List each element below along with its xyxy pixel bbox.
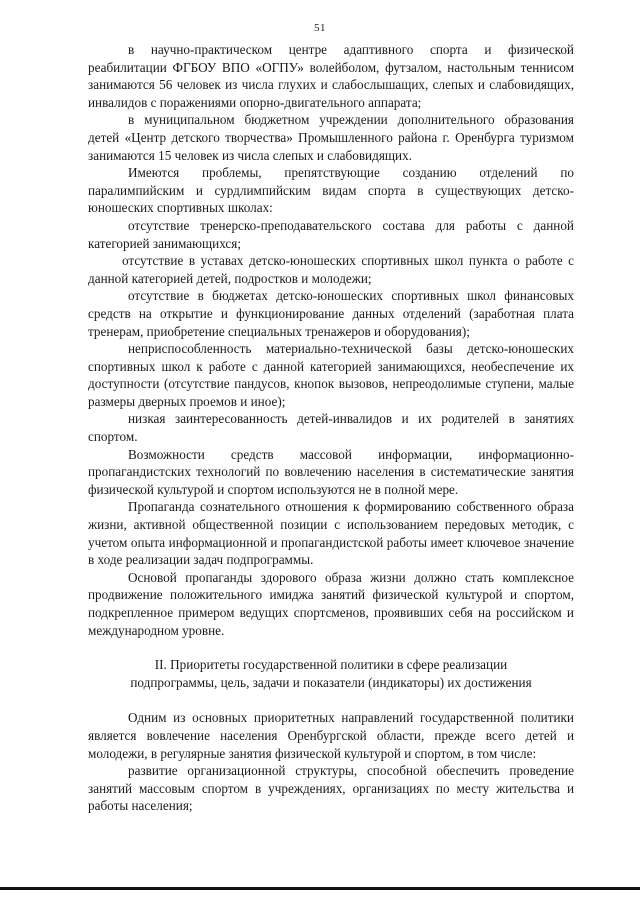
paragraph-sport-center: в научно-практическом центре адаптивного спорта и физической реабилитации ФГБОУ ВПО «ОГПУ» волейболом, футзалом, настольным теннисом занимаются 56 человек из числа глухих и слабослышащих, слепых и слабовидящих, инвалидов с поражениями опорно-двигательного аппарата; [88, 42, 574, 110]
section-heading-line-1: II. Приоритеты государственной политики в сфере реализации [154, 657, 508, 673]
document-body [88, 41, 574, 815]
paragraph-priority-directions: Одним из основных приоритетных направлений государственной политики является вовлечение населения Оренбургской области, прежде всего детей и молодежи, в регулярные занятия физической культурой и спортом, в том числе: [88, 710, 574, 761]
paragraph-no-trainers: отсутствие тренерско-преподавательского состава для работы с данной категорией занимающихся; [88, 217, 574, 251]
paragraph-organizational-structure: развитие организационной структуры, способной обеспечить проведение занятий массовым спортом в учреждениях, организациях по месту жительства и работы населения; [88, 763, 574, 814]
paragraph-propaganda: Пропаганда сознательного отношения к формированию собственного образа жизни, активной общественной позиции с использованием передовых методик, с учетом опыта информационной и пропагандистской работы имеет ключевое значение в ходе реализации задач подпрограммы. [88, 499, 574, 568]
bottom-rule [0, 887, 640, 890]
paragraph-media-opportunities: Возможности средств массовой информации, информационно-пропагандистских технологий по вовлечению населения в систематические занятия физической культурой и спортом используются не в полной мере. [88, 446, 574, 497]
section-heading-line-2: подпрограммы, цель, задачи и показатели (индикаторы) их достижения [130, 674, 532, 690]
paragraph-problems-intro: Имеются проблемы, препятствующие созданию отделений по паралимпийским и сурдлимпийским видам спорта в существующих детско-юношеских спортивных школах: [88, 165, 574, 216]
paragraph-low-interest: низкая заинтересованность детей-инвалидов и их родителей в занятиях спортом. [88, 411, 574, 445]
section-heading [88, 656, 574, 691]
paragraph-healthy-lifestyle: Основой пропаганды здорового образа жизни должно стать комплексное продвижение положительного имиджа занятий физической культурой и спортом, подкрепленное примером ведущих спортсменов, проявивших себя на российском и международном уровне. [88, 569, 574, 638]
paragraph-children-creativity-center: в муниципальном бюджетном учреждении дополнительного образования детей «Центр детского творчества» Промышленного района г. Оренбурга туризмом занимаются 15 человек из числа слепых и слабовидящих. [88, 112, 574, 163]
paragraph-no-charter-clause: отсутствие в уставах детско-юношеских спортивных школ пункта о работе с данной категорией детей, подростков и молодежи; [88, 253, 574, 286]
paragraph-no-budget: отсутствие в бюджетах детско-юношеских спортивных школ финансовых средств на открытие и функционирование данных отделений (заработная плата тренерам, приобретение специальных тренажеров и оборудования); [88, 288, 574, 339]
page-number: 51 [314, 22, 326, 34]
paragraph-unsuitable-facilities: неприспособленность материально-технической базы детско-юношеских спортивных школ к работе с данной категорией занимающихся, необеспечение их доступности (отсутствие пандусов, кнопок вызовов, непреодолимые ступени, малые размеры дверных проемов и иное); [88, 341, 574, 409]
